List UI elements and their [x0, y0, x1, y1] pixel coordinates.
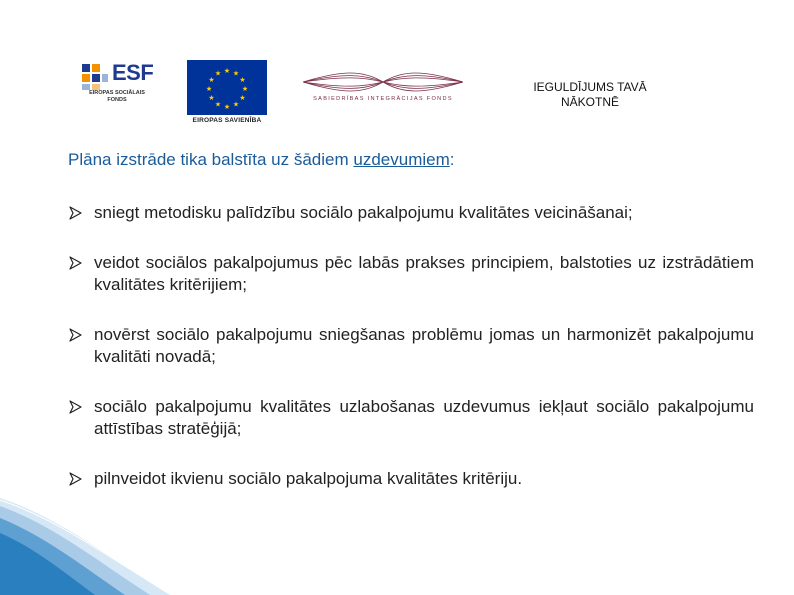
sif-ribbon-icon — [303, 68, 463, 96]
list-item — [68, 202, 754, 224]
arrow-bullet-icon — [68, 328, 82, 342]
eu-logo — [187, 60, 267, 126]
esf-caption-line: EIROPAS SOCIĀLAIS — [89, 90, 145, 96]
esf-wordmark: ESF — [112, 60, 154, 85]
svg-text:★: ★ — [223, 67, 231, 75]
svg-text:★: ★ — [214, 69, 222, 78]
arrow-bullet-icon — [68, 400, 82, 414]
list-item-text: novērst sociālo pakalpojumu sniegšanas problēmu jomas un harmonizēt pakalpojumu kvalitāti novadā; — [94, 325, 754, 366]
tagline — [505, 80, 675, 110]
decorative-swoosh — [0, 478, 794, 595]
tagline-line: NĀKOTNĒ — [560, 95, 619, 109]
list-item-text: sniegt metodisku palīdzību sociālo pakalpojumu kvalitātes veicināšanai; — [94, 203, 633, 222]
list-item-text: pilnveidot ikvienu sociālo pakalpojuma kvalitātes kritēriju. — [94, 469, 523, 488]
list-item — [68, 396, 754, 440]
svg-text:★: ★ — [239, 94, 246, 102]
svg-text:★: ★ — [232, 69, 240, 78]
svg-text:★: ★ — [214, 100, 222, 109]
slide-heading — [68, 150, 454, 170]
esf-mark-icon — [80, 62, 110, 92]
list-item-text: veidot sociālos pakalpojumus pēc labās prakses principiem, balstoties uz izstrādātiem kvalitātes kritērijiem; — [94, 253, 754, 294]
esf-logo — [80, 60, 152, 124]
list-item — [68, 252, 754, 296]
esf-caption-line: FONDS — [107, 97, 127, 103]
task-list — [68, 202, 754, 518]
eu-caption: EIROPAS SAVIENĪBA — [192, 117, 262, 124]
tagline-line: IEGULDĪJUMS TAVĀ — [533, 80, 647, 94]
arrow-bullet-icon — [68, 206, 82, 220]
heading-suffix: : — [449, 150, 455, 169]
sif-caption: SABIEDRĪBAS INTEGRĀCIJAS FONDS — [313, 96, 453, 102]
sif-logo — [303, 68, 463, 108]
svg-text:★: ★ — [208, 76, 215, 84]
list-item-text: sociālo pakalpojumu kvalitātes uzlabošanas uzdevumus iekļaut sociālo pakalpojumu attīstības stratēģijā; — [94, 397, 754, 438]
heading-text: Plāna izstrāde tika balstīta uz šādiem — [68, 150, 354, 169]
esf-caption — [84, 90, 150, 104]
heading-underlined-text: uzdevumiem — [353, 150, 450, 169]
svg-text:★: ★ — [239, 76, 246, 84]
svg-text:★: ★ — [223, 103, 231, 111]
svg-text:★: ★ — [241, 85, 249, 93]
svg-text:★: ★ — [208, 94, 215, 102]
arrow-bullet-icon — [68, 256, 82, 270]
list-item — [68, 324, 754, 368]
eu-stars-icon — [187, 60, 267, 115]
eu-flag-icon — [187, 60, 267, 115]
svg-text:★: ★ — [232, 100, 240, 109]
svg-text:★: ★ — [205, 85, 213, 93]
